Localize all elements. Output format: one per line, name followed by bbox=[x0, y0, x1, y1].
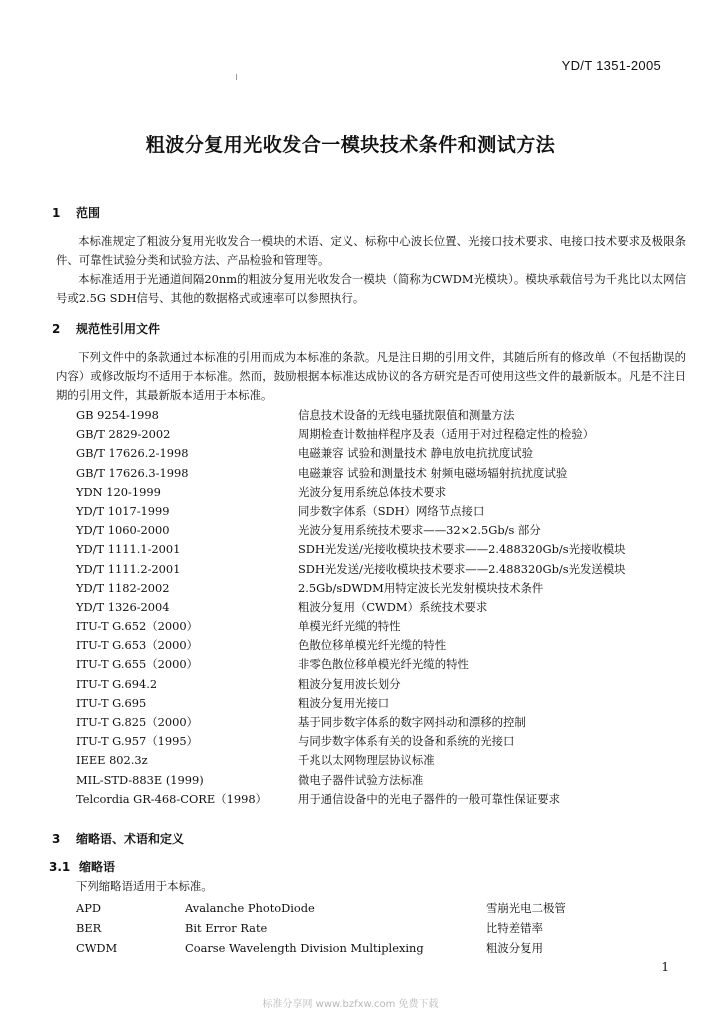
reference-row bbox=[76, 464, 696, 483]
reference-row bbox=[76, 694, 696, 713]
reference-name: 粗波分复用光接口 bbox=[298, 695, 390, 710]
reference-code: IEEE 802.3z bbox=[76, 753, 148, 768]
abbreviation-row bbox=[76, 918, 696, 938]
footer-watermark: 标准分享网 www.bzfxw.com 免费下载 bbox=[262, 999, 439, 1010]
abbreviation: CWDM bbox=[76, 941, 118, 955]
reference-code: YD/T 1017-1999 bbox=[76, 503, 170, 518]
reference-code: GB/T 17626.3-1998 bbox=[76, 465, 189, 480]
section-3-1-heading bbox=[49, 858, 115, 875]
reference-row bbox=[76, 502, 696, 521]
reference-name: 千兆以太网物理层协议标准 bbox=[298, 753, 435, 768]
scan-mark bbox=[236, 74, 237, 80]
abbreviations-intro: 下列缩略语适用于本标准。 bbox=[76, 879, 213, 893]
abbreviation-english: Coarse Wavelength Division Multiplexing bbox=[185, 941, 424, 955]
reference-code: YD/T 1060-2000 bbox=[76, 523, 170, 538]
reference-row bbox=[76, 560, 696, 579]
reference-name: 粗波分复用波长划分 bbox=[298, 676, 401, 691]
paragraph-text: 下列文件中的条款通过本标准的引用而成为本标准的条款。凡是注日期的引用文件，其随后所有的修改单（不包括勘误的内容）或修改版均不适用于本标准。然而，鼓励根据本标准达成协议的各方研究是否可使用这些文件的最新版本。凡是不注日期的引用文件，其最新版本适用于本标准。 bbox=[56, 350, 686, 402]
reference-row bbox=[76, 579, 696, 598]
reference-row bbox=[76, 732, 696, 751]
reference-code: YD/T 1111.2-2001 bbox=[76, 561, 181, 576]
section-title: 缩略语 bbox=[79, 860, 116, 874]
reference-code: YD/T 1182-2002 bbox=[76, 580, 170, 595]
section-number: 3 bbox=[52, 832, 61, 846]
reference-name: SDH光发送/光接收模块技术要求——2.488320Gb/s光发送模块 bbox=[298, 561, 626, 576]
section-number: 2 bbox=[52, 322, 61, 336]
reference-name: 与同步数字体系有关的设备和系统的光接口 bbox=[298, 734, 515, 749]
reference-name: 电磁兼容 试验和测量技术 射频电磁场辐射抗扰度试验 bbox=[298, 465, 568, 480]
reference-row bbox=[76, 444, 696, 463]
section-2-heading bbox=[52, 320, 160, 337]
reference-code: YDN 120-1999 bbox=[76, 484, 161, 499]
reference-code: ITU-T G.652（2000） bbox=[76, 619, 198, 634]
abbreviation-row bbox=[76, 938, 696, 958]
paragraph-text: 本标准规定了粗波分复用光收发合一模块的术语、定义、标称中心波长位置、光接口技术要求、电接口技术要求及极限条件、可靠性试验分类和试验方法、产品检验和管理等。 bbox=[56, 234, 686, 267]
reference-row bbox=[76, 771, 696, 790]
reference-name: 微电子器件试验方法标准 bbox=[298, 772, 424, 787]
section-title: 规范性引用文件 bbox=[76, 322, 161, 336]
section-number: 1 bbox=[52, 206, 61, 220]
abbreviation: BER bbox=[76, 921, 102, 935]
abbreviation-row bbox=[76, 898, 696, 918]
reference-name: 电磁兼容 试验和测量技术 静电放电抗扰度试验 bbox=[298, 446, 534, 461]
reference-name: 单模光纤光缆的特性 bbox=[298, 619, 401, 634]
abbreviation-chinese: 雪崩光电二极管 bbox=[486, 901, 566, 915]
reference-name: 非零色散位移单模光纤光缆的特性 bbox=[298, 657, 469, 672]
reference-code: GB/T 2829-2002 bbox=[76, 427, 171, 442]
reference-name: 粗波分复用（CWDM）系统技术要求 bbox=[298, 599, 488, 614]
section-1-heading bbox=[52, 204, 100, 221]
reference-code: GB/T 17626.2-1998 bbox=[76, 446, 189, 461]
section-3-heading bbox=[52, 830, 184, 847]
reference-code: MIL-STD-883E (1999) bbox=[76, 772, 204, 787]
reference-name: SDH光发送/光接收模块技术要求——2.488320Gb/s光接收模块 bbox=[298, 542, 626, 557]
reference-code: YD/T 1111.1-2001 bbox=[76, 542, 181, 557]
reference-code: GB 9254-1998 bbox=[76, 408, 159, 422]
abbreviation-chinese: 粗波分复用 bbox=[486, 941, 543, 955]
reference-row bbox=[76, 675, 696, 694]
reference-code: Telcordia GR-468-CORE（1998） bbox=[76, 791, 267, 806]
abbreviation-english: Avalanche PhotoDiode bbox=[185, 901, 315, 915]
reference-name: 光波分复用系统技术要求——32×2.5Gb/s 部分 bbox=[298, 523, 541, 538]
section-title: 缩略语、术语和定义 bbox=[76, 832, 185, 846]
reference-code: ITU-T G.655（2000） bbox=[76, 657, 198, 672]
reference-name: 色散位移单模光纤光缆的特性 bbox=[298, 638, 447, 653]
reference-row bbox=[76, 751, 696, 770]
section-2-paragraph bbox=[56, 348, 686, 405]
reference-row bbox=[76, 713, 696, 732]
reference-code: ITU-T G.957（1995） bbox=[76, 734, 198, 749]
reference-name: 信息技术设备的无线电骚扰限值和测量方法 bbox=[298, 408, 515, 422]
reference-code: YD/T 1326-2004 bbox=[76, 599, 170, 614]
reference-row bbox=[76, 790, 696, 809]
abbreviation-english: Bit Error Rate bbox=[185, 921, 268, 935]
reference-row bbox=[76, 483, 696, 502]
standard-code: YD/T 1351-2005 bbox=[561, 58, 661, 73]
section-number: 3.1 bbox=[49, 860, 71, 874]
normative-references-list bbox=[76, 406, 696, 809]
reference-code: ITU-T G.694.2 bbox=[76, 676, 158, 691]
reference-name: 光波分复用系统总体技术要求 bbox=[298, 484, 447, 499]
reference-row bbox=[76, 521, 696, 540]
reference-code: ITU-T G.653（2000） bbox=[76, 638, 198, 653]
reference-row bbox=[76, 655, 696, 674]
abbreviations-list bbox=[76, 898, 696, 958]
document-title: 粗波分复用光收发合一模块技术条件和测试方法 bbox=[145, 134, 556, 156]
reference-row bbox=[76, 636, 696, 655]
abbreviation-chinese: 比特差错率 bbox=[486, 921, 543, 935]
reference-code: ITU-T G.825（2000） bbox=[76, 715, 198, 729]
reference-row bbox=[76, 425, 696, 444]
section-title: 范围 bbox=[76, 206, 101, 220]
reference-row bbox=[76, 540, 696, 559]
reference-row bbox=[76, 598, 696, 617]
reference-row bbox=[76, 617, 696, 636]
reference-name: 周期检查计数抽样程序及表（适用于对过程稳定性的检验） bbox=[298, 427, 595, 442]
reference-code: ITU-T G.695 bbox=[76, 695, 147, 710]
reference-name: 用于通信设备中的光电子器件的一般可靠性保证要求 bbox=[298, 791, 560, 806]
reference-name: 基于同步数字体系的数字网抖动和漂移的控制 bbox=[298, 715, 526, 729]
reference-name: 同步数字体系（SDH）网络节点接口 bbox=[298, 503, 485, 518]
reference-name: 2.5Gb/sDWDM用特定波长光发射模块技术条件 bbox=[298, 580, 544, 595]
abbreviation: APD bbox=[76, 901, 102, 915]
section-1-paragraph-1 bbox=[56, 232, 686, 270]
reference-row bbox=[76, 406, 696, 425]
page-number: 1 bbox=[661, 960, 669, 974]
paragraph-text: 本标准适用于光通道间隔20nm的粗波分复用光收发合一模块（简称为CWDM光模块）。模块承载信号为千兆比以太网信号或2.5G SDH信号、其他的数据格式或速率可以参照执行。 bbox=[56, 272, 686, 305]
section-1-paragraph-2 bbox=[56, 270, 686, 308]
